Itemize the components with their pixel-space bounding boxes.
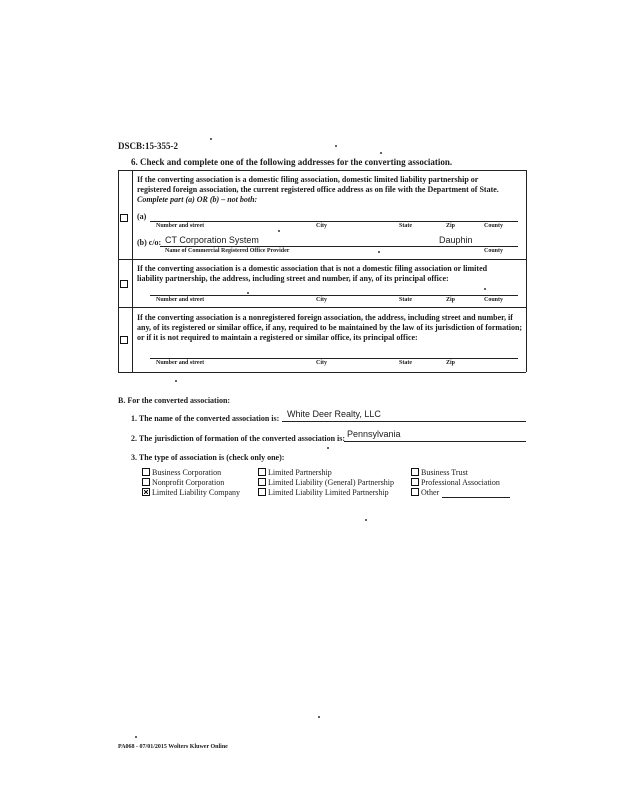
option-professional-association-checkbox[interactable] xyxy=(411,478,419,486)
option-3-checkbox[interactable] xyxy=(120,336,128,344)
scan-speck xyxy=(318,716,320,718)
box1-zip-label: Zip xyxy=(446,223,456,229)
box2-state-label: State xyxy=(399,297,412,303)
option-nonprofit-corporation[interactable] xyxy=(142,478,224,487)
converted-name-line[interactable] xyxy=(282,421,526,422)
converted-name-label: 1. The name of the converted association is: xyxy=(131,414,280,423)
box2-county-label: County xyxy=(484,297,504,303)
box1-text-line-1: If the converting association is a domestic filing association, domestic limited liability partnership or xyxy=(137,175,479,184)
jurisdiction-value[interactable]: Pennsylvania xyxy=(347,429,401,439)
box-left-border xyxy=(118,170,119,372)
form-id: DSCB:15-355-2 xyxy=(118,141,178,151)
box-checkbox-column-border xyxy=(132,170,133,372)
option-business-corporation-checkbox[interactable] xyxy=(142,468,150,476)
box1-part-b-county-label: County xyxy=(484,248,504,254)
option-limited-liability-company[interactable] xyxy=(142,488,240,497)
option-nonprofit-corporation-label: Nonprofit Corporation xyxy=(152,478,225,487)
box2-number-street-label: Number and street xyxy=(156,297,205,303)
part-b-label: (b) c/o: xyxy=(137,238,162,247)
option-limited-partnership[interactable] xyxy=(258,468,332,477)
box3-address-line[interactable] xyxy=(150,358,518,359)
scan-speck xyxy=(278,230,280,232)
part-a-label: (a) xyxy=(137,212,147,221)
option-professional-association-label: Professional Association xyxy=(421,478,500,487)
option-lllp-label: Limited Liability Limited Partnership xyxy=(268,488,389,497)
option-business-trust-label: Business Trust xyxy=(421,468,468,477)
scan-speck xyxy=(484,288,486,290)
box1-city-label: City xyxy=(316,223,327,229)
part-b-line[interactable] xyxy=(160,246,518,247)
option-business-trust[interactable] xyxy=(411,468,468,477)
option-lllp-checkbox[interactable] xyxy=(258,488,266,496)
part-a-address-line[interactable] xyxy=(150,221,518,222)
option-other[interactable] xyxy=(411,488,439,497)
scan-speck xyxy=(210,138,212,140)
option-professional-association[interactable] xyxy=(411,478,500,487)
box1-text-line-3: Complete part (a) OR (b) – not both: xyxy=(137,195,258,204)
section-b-heading: B. For the converted association: xyxy=(118,396,231,405)
option-limited-liability-company-label: Limited Liability Company xyxy=(152,488,240,497)
option-limited-partnership-label: Limited Partnership xyxy=(268,468,332,477)
box3-number-street-label: Number and street xyxy=(156,360,205,366)
option-business-corporation-label: Business Corporation xyxy=(152,468,222,477)
scan-speck xyxy=(135,736,137,738)
box2-address-line[interactable] xyxy=(150,295,518,296)
box-right-border xyxy=(526,170,527,372)
option-llgp-checkbox[interactable] xyxy=(258,478,266,486)
provider-name-label: Name of Commercial Registered Office Provider xyxy=(165,248,290,254)
option-lllp[interactable] xyxy=(258,488,389,497)
option-business-trust-checkbox[interactable] xyxy=(411,468,419,476)
option-1-checkbox[interactable] xyxy=(120,214,128,222)
option-business-corporation[interactable] xyxy=(142,468,221,477)
option-other-checkbox[interactable] xyxy=(411,488,419,496)
option-2-checkbox[interactable] xyxy=(120,280,128,288)
box2-zip-label: Zip xyxy=(446,297,456,303)
box3-text-line-3: or if it is not required to maintain a registered or similar office, its principal office: xyxy=(137,333,418,342)
box2-city-label: City xyxy=(316,297,327,303)
box1-county-label: County xyxy=(484,223,504,229)
box3-text-line-2: any, of its registered or similar office, if any, required to be maintained by the law of its jurisdiction of formation; xyxy=(137,323,523,332)
box3-city-label: City xyxy=(316,360,327,366)
scan-speck xyxy=(175,380,177,382)
jurisdiction-line[interactable] xyxy=(344,441,526,442)
scan-speck xyxy=(335,145,337,147)
other-specify-line[interactable] xyxy=(442,497,510,498)
box-divider-1 xyxy=(118,259,526,260)
box1-state-label: State xyxy=(399,223,412,229)
option-limited-partnership-checkbox[interactable] xyxy=(258,468,266,476)
box-bottom-border xyxy=(118,372,526,373)
footer-text: PA068 - 07/01/2015 Wolters Kluwer Online xyxy=(118,744,228,750)
county-value[interactable]: Dauphin xyxy=(439,235,473,245)
box3-state-label: State xyxy=(399,360,412,366)
scan-speck xyxy=(247,292,249,294)
section-6-instruction: 6. Check and complete one of the following addresses for the converting association. xyxy=(131,157,453,167)
converted-name-value[interactable]: White Deer Realty, LLC xyxy=(287,409,381,419)
box3-text-line-1: If the converting association is a nonregistered foreign association, the address, including street and number, if xyxy=(137,313,513,322)
box-divider-2 xyxy=(118,307,526,308)
scan-speck xyxy=(365,519,367,521)
scan-speck xyxy=(380,152,382,154)
jurisdiction-label: 2. The jurisdiction of formation of the converted association is: xyxy=(131,434,346,443)
box-top-border xyxy=(118,170,526,171)
option-other-label: Other xyxy=(421,488,440,497)
box2-text-line-1: If the converting association is a domestic association that is not a domestic filing association or limited xyxy=(137,264,488,273)
option-llgp[interactable] xyxy=(258,478,394,487)
scan-speck xyxy=(327,447,329,449)
option-llgp-label: Limited Liability (General) Partnership xyxy=(268,478,394,487)
box1-text-line-2: registered foreign association, the current registered office address as on file with the Department of State. xyxy=(137,185,499,194)
association-type-label: 3. The type of association is (check only one): xyxy=(131,453,285,462)
option-limited-liability-company-checkbox[interactable] xyxy=(142,488,150,496)
scan-speck xyxy=(378,251,380,253)
commercial-provider-value[interactable]: CT Corporation System xyxy=(165,235,259,245)
box2-text-line-2: liability partnership, the address, including street and number, if any, of its principal office: xyxy=(137,274,449,283)
box3-zip-label: Zip xyxy=(446,360,456,366)
box1-number-street-label: Number and street xyxy=(156,223,205,229)
option-nonprofit-corporation-checkbox[interactable] xyxy=(142,478,150,486)
